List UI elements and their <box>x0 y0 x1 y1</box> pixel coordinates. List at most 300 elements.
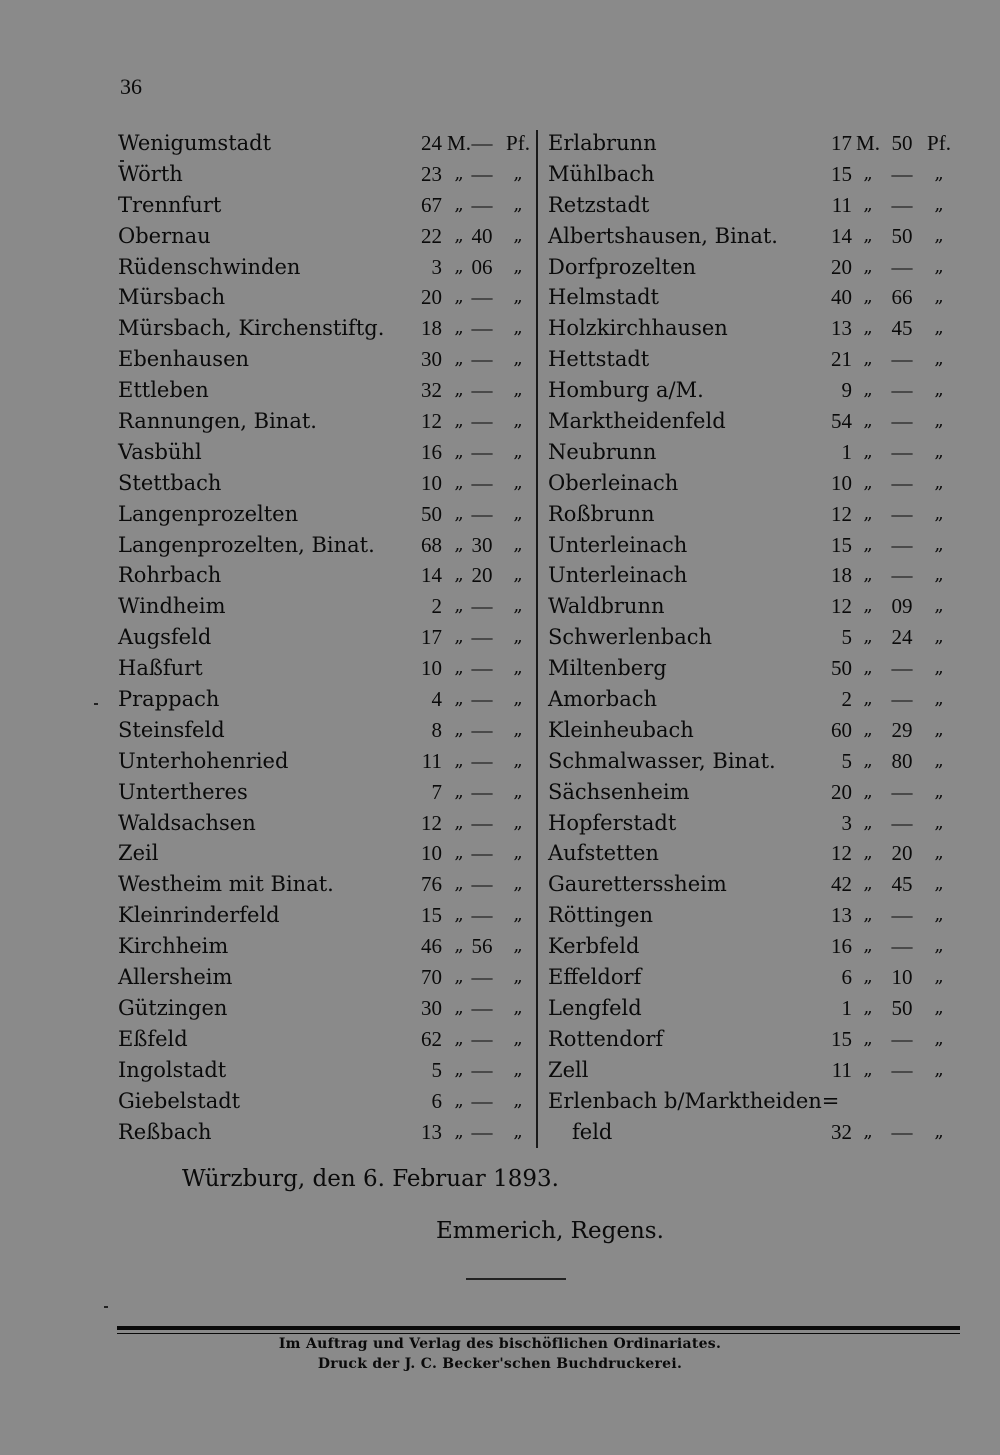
place-name: Windheim <box>118 594 226 619</box>
ledger-row <box>548 622 960 653</box>
pfennig-amount: — <box>891 1057 913 1082</box>
mark-amount: 13 <box>831 316 852 341</box>
ledger-row <box>118 715 528 746</box>
right-column <box>548 128 960 1147</box>
mark-amount: 12 <box>831 501 852 526</box>
pfennig-unit: „ <box>513 379 523 401</box>
pfennig-amount: — <box>471 470 493 495</box>
place-name: Zell <box>548 1057 589 1082</box>
place-name: Haßfurt <box>118 656 203 681</box>
pfennig-unit: „ <box>513 996 523 1018</box>
mark-amount: 46 <box>421 934 442 959</box>
ledger-row <box>548 530 960 561</box>
print-speck <box>104 1306 108 1308</box>
mark-amount: 10 <box>831 470 852 495</box>
pfennig-unit: „ <box>934 286 944 308</box>
mark-unit: „ <box>454 317 464 339</box>
mark-unit: „ <box>454 379 464 401</box>
ledger-row <box>548 900 960 931</box>
mark-unit: „ <box>454 193 464 215</box>
pfennig-unit: „ <box>513 348 523 370</box>
pfennig-amount: — <box>891 347 913 372</box>
pfennig-amount: — <box>471 594 493 619</box>
place-name: Langenprozelten, Binat. <box>118 532 375 557</box>
place-name: Wörth <box>118 161 183 186</box>
pfennig-unit: „ <box>934 533 944 555</box>
mark-amount: 68 <box>421 532 442 557</box>
ledger-row <box>118 653 528 684</box>
pfennig-amount: — <box>891 254 913 279</box>
place-name: Langenprozelten <box>118 501 299 526</box>
pfennig-amount: — <box>471 1026 493 1051</box>
mark-amount: 3 <box>431 254 442 279</box>
pfennig-unit: „ <box>513 317 523 339</box>
mark-unit: „ <box>863 471 873 493</box>
ledger-row <box>548 1055 960 1086</box>
ledger-row <box>548 313 960 344</box>
mark-amount: 5 <box>431 1057 442 1082</box>
place-name: Vasbühl <box>118 439 202 464</box>
mark-amount: 2 <box>841 687 852 712</box>
mark-amount: 23 <box>421 161 442 186</box>
place-name: Steinsfeld <box>118 717 225 742</box>
ledger-row <box>118 900 528 931</box>
pfennig-unit: „ <box>513 162 523 184</box>
ledger-row <box>118 375 528 406</box>
mark-unit: „ <box>454 471 464 493</box>
mark-unit: „ <box>863 749 873 771</box>
mark-unit: „ <box>454 780 464 802</box>
pfennig-unit: „ <box>513 286 523 308</box>
ledger-row <box>548 252 960 283</box>
pfennig-unit: „ <box>934 379 944 401</box>
ledger-row <box>548 715 960 746</box>
pfennig-unit: „ <box>934 842 944 864</box>
ledger-row <box>548 931 960 962</box>
mark-amount: 11 <box>831 192 852 217</box>
ledger-row <box>548 190 960 221</box>
pfennig-unit: „ <box>934 718 944 740</box>
mark-unit: „ <box>863 379 873 401</box>
pfennig-unit: „ <box>513 966 523 988</box>
pfennig-unit: „ <box>934 996 944 1018</box>
pfennig-amount: — <box>471 810 493 835</box>
mark-unit: „ <box>454 904 464 926</box>
mark-unit: „ <box>863 286 873 308</box>
mark-unit: „ <box>863 1120 873 1142</box>
place-name: Hettstadt <box>548 347 650 372</box>
place-name: Untertheres <box>118 779 248 804</box>
pfennig-unit: „ <box>934 595 944 617</box>
mark-amount: 12 <box>421 810 442 835</box>
mark-unit: „ <box>454 1120 464 1142</box>
place-name: Oberleinach <box>548 470 679 495</box>
pfennig-unit: „ <box>513 1027 523 1049</box>
mark-unit: „ <box>454 626 464 648</box>
pfennig-amount: — <box>471 192 493 217</box>
place-name: Hopferstadt <box>548 810 677 835</box>
mark-amount: 20 <box>421 285 442 310</box>
mark-amount: 13 <box>831 903 852 928</box>
pfennig-unit: „ <box>934 348 944 370</box>
ledger-row <box>118 1086 528 1117</box>
mark-amount: 76 <box>421 872 442 897</box>
ledger-row <box>118 993 528 1024</box>
place-name: Rüdenschwinden <box>118 254 301 279</box>
mark-amount: 15 <box>831 532 852 557</box>
place-name: Westheim mit Binat. <box>118 872 334 897</box>
pfennig-amount: — <box>891 687 913 712</box>
mark-unit: „ <box>863 904 873 926</box>
mark-amount: 12 <box>831 594 852 619</box>
pfennig-unit: „ <box>934 440 944 462</box>
place-name: Erlenbach b/Marktheiden= <box>548 1088 840 1113</box>
ledger-row <box>118 1055 528 1086</box>
mark-amount: 15 <box>831 1026 852 1051</box>
mark-amount: 21 <box>831 347 852 372</box>
pfennig-amount: — <box>891 501 913 526</box>
pfennig-amount: — <box>471 965 493 990</box>
mark-amount: 30 <box>421 347 442 372</box>
mark-unit: „ <box>863 502 873 524</box>
pfennig-amount: 40 <box>471 223 493 248</box>
ledger-row <box>118 344 528 375</box>
footer-rule-thick <box>117 1326 960 1330</box>
ledger-row <box>118 252 528 283</box>
pfennig-amount: 66 <box>891 285 913 310</box>
mark-amount: 24 <box>421 131 442 155</box>
mark-amount: 18 <box>421 316 442 341</box>
mark-unit: „ <box>454 688 464 710</box>
mark-unit: „ <box>863 317 873 339</box>
mark-amount: 70 <box>421 965 442 990</box>
mark-unit: „ <box>863 162 873 184</box>
ledger-row <box>548 777 960 808</box>
pfennig-amount: — <box>471 501 493 526</box>
place-name: Rannungen, Binat. <box>118 409 317 434</box>
place-name: Kirchheim <box>118 934 229 959</box>
pfennig-amount: — <box>891 409 913 434</box>
place-name: Kerbfeld <box>548 934 640 959</box>
mark-amount: 62 <box>421 1026 442 1051</box>
mark-unit: „ <box>863 440 873 462</box>
mark-amount: 10 <box>421 656 442 681</box>
pfennig-unit: „ <box>513 193 523 215</box>
mark-unit: „ <box>454 502 464 524</box>
pfennig-unit: „ <box>513 533 523 555</box>
mark-amount: 54 <box>831 409 852 434</box>
pfennig-amount: — <box>471 779 493 804</box>
place-name: Kleinheubach <box>548 717 694 742</box>
place-name: Gauretterssheim <box>548 872 727 897</box>
pfennig-amount: — <box>471 872 493 897</box>
place-name: Rohrbach <box>118 563 222 588</box>
place-name: Ettleben <box>118 378 209 403</box>
pfennig-amount: — <box>891 192 913 217</box>
ledger-row <box>118 746 528 777</box>
ledger-row <box>548 159 960 190</box>
pfennig-amount: — <box>471 625 493 650</box>
ledger-row <box>548 838 960 869</box>
ledger-row <box>548 1086 960 1117</box>
mark-amount: 50 <box>421 501 442 526</box>
pfennig-unit: „ <box>513 224 523 246</box>
pfennig-amount: — <box>471 1057 493 1082</box>
mark-unit: „ <box>454 410 464 432</box>
ledger-row <box>548 746 960 777</box>
mark-amount: 10 <box>421 470 442 495</box>
pfennig-unit: „ <box>934 1027 944 1049</box>
ledger-row <box>548 221 960 252</box>
imprint-line-2: Druck der J. C. Becker'schen Buchdruckerei. <box>317 1356 683 1372</box>
pfennig-amount: — <box>891 378 913 403</box>
mark-amount: 2 <box>431 594 442 619</box>
pfennig-amount: — <box>891 470 913 495</box>
pfennig-unit: „ <box>934 749 944 771</box>
ledger-row <box>118 499 528 530</box>
mark-unit: „ <box>863 873 873 895</box>
mark-unit: „ <box>454 842 464 864</box>
ledger-row <box>118 1024 528 1055</box>
mark-amount: 40 <box>831 285 852 310</box>
pfennig-unit: „ <box>934 224 944 246</box>
ledger-row <box>548 128 960 159</box>
dateline: Würzburg, den 6. Februar 1893. <box>182 1166 559 1192</box>
mark-unit: „ <box>454 935 464 957</box>
mark-unit: „ <box>454 533 464 555</box>
mark-unit: „ <box>454 348 464 370</box>
place-name: Effeldorf <box>548 965 642 990</box>
mark-unit: „ <box>863 533 873 555</box>
mark-unit: „ <box>454 996 464 1018</box>
mark-unit: „ <box>454 595 464 617</box>
mark-unit: „ <box>863 657 873 679</box>
pfennig-unit: „ <box>513 1120 523 1142</box>
place-name: Allersheim <box>118 965 233 990</box>
mark-unit: „ <box>863 193 873 215</box>
mark-unit: „ <box>454 966 464 988</box>
ledger-row <box>548 437 960 468</box>
mark-amount: 22 <box>421 223 442 248</box>
mark-unit: „ <box>454 440 464 462</box>
print-speck <box>120 160 124 162</box>
pfennig-amount: — <box>891 779 913 804</box>
pfennig-amount: — <box>471 378 493 403</box>
mark-amount: 12 <box>831 841 852 866</box>
pfennig-amount: 06 <box>471 254 493 279</box>
pfennig-amount: — <box>471 1119 493 1144</box>
ledger-row <box>118 684 528 715</box>
pfennig-unit: „ <box>513 502 523 524</box>
ledger-row <box>118 808 528 839</box>
mark-amount: 16 <box>831 934 852 959</box>
mark-amount: 13 <box>421 1119 442 1144</box>
ledger-row <box>118 591 528 622</box>
place-name: Reßbach <box>118 1119 212 1144</box>
pfennig-unit: „ <box>513 564 523 586</box>
pfennig-amount: — <box>471 439 493 464</box>
pfennig-amount: 20 <box>471 563 493 588</box>
pfennig-amount: 20 <box>891 841 913 866</box>
mark-unit: „ <box>863 1027 873 1049</box>
mark-unit: „ <box>863 935 873 957</box>
pfennig-amount: 30 <box>471 532 493 557</box>
pfennig-unit: „ <box>513 440 523 462</box>
pfennig-unit: „ <box>934 1120 944 1142</box>
pfennig-amount: — <box>891 161 913 186</box>
place-name: Unterhohenried <box>118 748 289 773</box>
ledger-row <box>548 560 960 591</box>
pfennig-unit: „ <box>934 502 944 524</box>
pfennig-unit: „ <box>513 657 523 679</box>
place-name: Mürsbach <box>118 285 226 310</box>
pfennig-unit: „ <box>934 966 944 988</box>
pfennig-unit: „ <box>934 657 944 679</box>
ledger-row <box>548 808 960 839</box>
mark-unit: M. <box>447 131 471 155</box>
ledger-row <box>548 1024 960 1055</box>
pfennig-amount: 29 <box>891 717 913 742</box>
mark-amount: 7 <box>431 779 442 804</box>
mark-amount: 17 <box>421 625 442 650</box>
ledger-row <box>548 1117 960 1148</box>
pfennig-unit: „ <box>934 410 944 432</box>
pfennig-unit: „ <box>934 935 944 957</box>
mark-unit: „ <box>863 718 873 740</box>
place-name: Wenigumstadt <box>118 131 272 155</box>
mark-unit: „ <box>454 718 464 740</box>
pfennig-amount: — <box>471 285 493 310</box>
ledger-row <box>548 684 960 715</box>
pfennig-amount: 50 <box>891 223 913 248</box>
place-name: Ebenhausen <box>118 347 250 372</box>
place-name: Ingolstadt <box>118 1057 227 1082</box>
pfennig-amount: — <box>471 1088 493 1113</box>
mark-amount: 20 <box>831 779 852 804</box>
place-name: Augsfeld <box>118 625 212 650</box>
place-name: Stettbach <box>118 470 222 495</box>
mark-amount: 32 <box>421 378 442 403</box>
pfennig-unit: „ <box>513 935 523 957</box>
ledger-row <box>548 962 960 993</box>
pfennig-unit: „ <box>513 842 523 864</box>
pfennig-amount: — <box>891 532 913 557</box>
place-name: Dorfprozelten <box>548 254 697 279</box>
mark-unit: „ <box>863 626 873 648</box>
ledger-row <box>548 375 960 406</box>
mark-amount: 1 <box>841 995 852 1020</box>
place-name: Gützingen <box>118 995 228 1020</box>
mark-amount: 9 <box>841 378 852 403</box>
mark-amount: 60 <box>831 717 852 742</box>
imprint-line-1: Im Auftrag und Verlag des bischöflichen Ordinariates. <box>278 1336 722 1352</box>
pfennig-amount: — <box>471 903 493 928</box>
pfennig-amount: — <box>471 717 493 742</box>
mark-unit: „ <box>863 811 873 833</box>
pfennig-unit: „ <box>513 780 523 802</box>
place-name: Trennfurt <box>118 192 222 217</box>
ledger-row <box>118 282 528 313</box>
pfennig-amount: — <box>471 995 493 1020</box>
ledger-row <box>118 221 528 252</box>
place-name: Kleinrinderfeld <box>118 903 280 928</box>
pfennig-amount: — <box>891 439 913 464</box>
mark-amount: 14 <box>831 223 852 248</box>
pfennig-unit: „ <box>934 873 944 895</box>
page-number: 36 <box>120 74 142 99</box>
mark-amount: 50 <box>831 656 852 681</box>
ledger-row <box>118 406 528 437</box>
ledger-row <box>118 931 528 962</box>
mark-amount: 11 <box>831 1057 852 1082</box>
mark-amount: 16 <box>421 439 442 464</box>
ledger-row <box>118 437 528 468</box>
ledger-row <box>118 777 528 808</box>
pfennig-unit: „ <box>513 595 523 617</box>
place-name: feld <box>572 1119 613 1144</box>
pfennig-unit: Pf. <box>927 131 951 155</box>
place-name: Helmstadt <box>548 285 659 310</box>
ledger-row <box>548 499 960 530</box>
mark-amount: 32 <box>831 1119 852 1144</box>
ledger-row <box>118 622 528 653</box>
ledger-row <box>548 653 960 684</box>
pfennig-unit: „ <box>934 626 944 648</box>
pfennig-amount: — <box>471 316 493 341</box>
mark-unit: „ <box>454 162 464 184</box>
mark-amount: 10 <box>421 841 442 866</box>
pfennig-unit: „ <box>513 1058 523 1080</box>
place-name: Prappach <box>118 687 220 712</box>
mark-unit: „ <box>454 224 464 246</box>
place-name: Erlabrunn <box>548 131 657 155</box>
pfennig-unit: „ <box>513 471 523 493</box>
pfennig-unit: „ <box>934 471 944 493</box>
pfennig-amount: — <box>891 903 913 928</box>
pfennig-unit: „ <box>513 718 523 740</box>
place-name: Neubrunn <box>548 439 657 464</box>
pfennig-unit: „ <box>513 904 523 926</box>
pfennig-unit: „ <box>934 317 944 339</box>
pfennig-unit: „ <box>934 564 944 586</box>
pfennig-amount: 24 <box>891 625 913 650</box>
place-name: Miltenberg <box>548 656 667 681</box>
signature: Emmerich, Regens. <box>436 1218 664 1244</box>
ledger-row <box>548 468 960 499</box>
ledger-row <box>548 344 960 375</box>
pfennig-unit: Pf. <box>506 131 530 155</box>
mark-unit: „ <box>863 1058 873 1080</box>
mark-unit: „ <box>454 811 464 833</box>
mark-unit: „ <box>863 224 873 246</box>
pfennig-amount: — <box>891 563 913 588</box>
mark-unit: „ <box>454 564 464 586</box>
place-name: Rottendorf <box>548 1026 664 1051</box>
mark-unit: „ <box>863 348 873 370</box>
pfennig-amount: — <box>471 131 493 155</box>
mark-amount: 6 <box>841 965 852 990</box>
mark-unit: „ <box>454 873 464 895</box>
ledger-row <box>118 962 528 993</box>
mark-unit: „ <box>863 996 873 1018</box>
mark-unit: „ <box>454 749 464 771</box>
place-name: Mühlbach <box>548 161 655 186</box>
short-rule <box>466 1278 566 1280</box>
mark-amount: 15 <box>831 161 852 186</box>
mark-amount: 1 <box>841 439 852 464</box>
pfennig-amount: 80 <box>891 748 913 773</box>
place-name: Sächsenheim <box>548 779 690 804</box>
